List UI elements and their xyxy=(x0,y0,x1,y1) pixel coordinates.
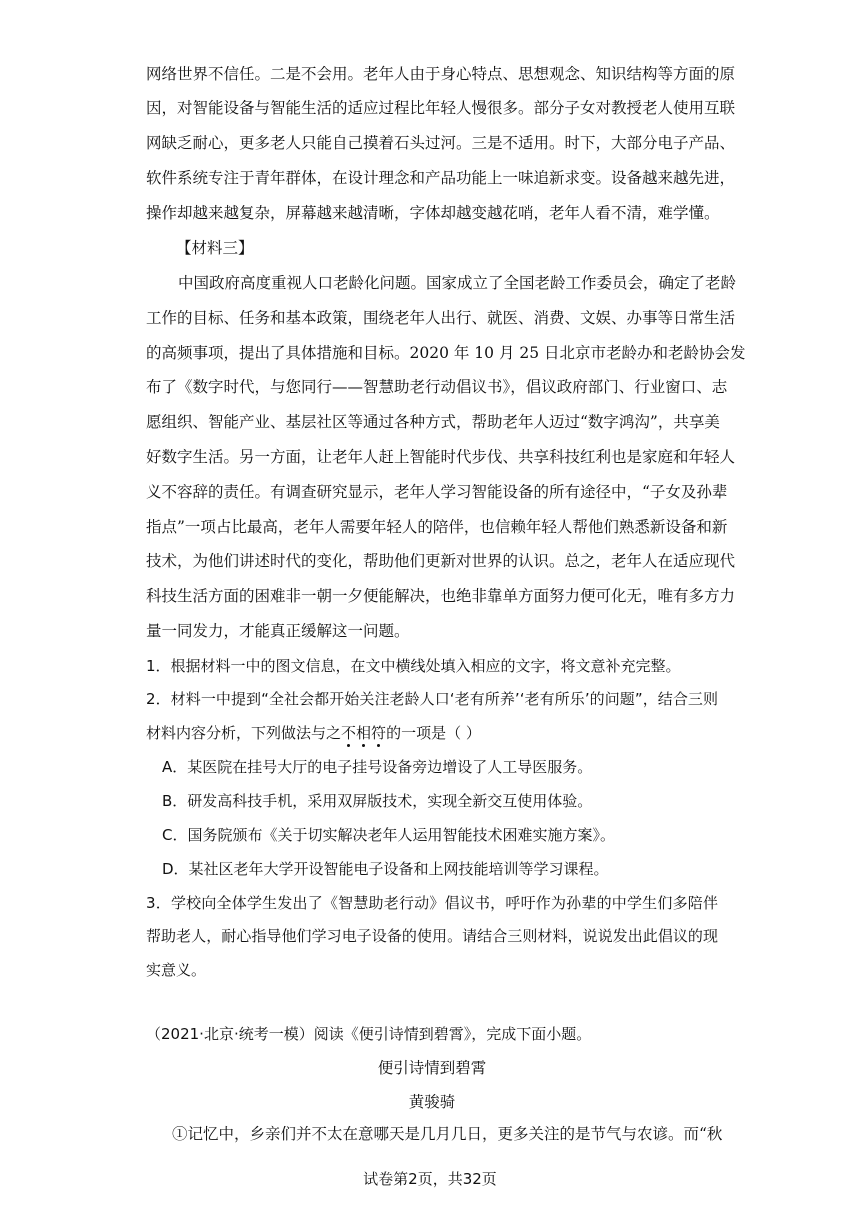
passage-title: 便引诗情到碧霄 xyxy=(377,1059,487,1077)
question-1: 1．根据材料一中的图文信息，在文中横线处填入相应的文字，将文意补充完整。 xyxy=(146,657,681,675)
paragraph-line: 网缺乏耐心，更多老人只能自己摸着石头过河。三是不适用。时下，大部分电子产品、 xyxy=(146,134,736,152)
option-d[interactable]: D．某社区老年大学开设智能电子设备和上网技能培训等学习课程。 xyxy=(162,860,609,878)
paragraph-line: 义不容辞的责任。有调查研究显示，老年人学习智能设备的所有途径中，“子女及孙辈 xyxy=(146,483,728,501)
paragraph-line: 的高频事项，提出了具体措施和目标。2020 年 10 月 25 日北京市老龄办和老龄协会发 xyxy=(146,344,746,362)
section-intro: （2021·北京·统考一模）阅读《便引诗情到碧霄》，完成下面小题。 xyxy=(146,1025,592,1043)
paragraph-line: 工作的目标、任务和基本政策，围绕老年人出行、就医、消费、文娱、办事等日常生活 xyxy=(146,309,736,327)
paragraph-line: 布了《数字时代，与您同行——智慧助老行动倡议书》，倡议政府部门、行业窗口、志 xyxy=(146,378,728,396)
paragraph-line: 中国政府高度重视人口老龄化问题。国家成立了全国老龄工作委员会，确定了老龄 xyxy=(178,274,737,292)
question-3-line: 帮助老人，耐心指导他们学习电子设备的使用。请结合三则材料，说说发出此倡议的现 xyxy=(146,927,718,945)
question-3-line: 实意义。 xyxy=(146,961,207,979)
emphasis-char: 符 xyxy=(371,724,387,742)
paragraph-line: 软件系统专注于青年群体，在设计理念和产品功能上一味追新求变。设备越来越先进， xyxy=(146,169,736,187)
paragraph-line: 因，对智能设备与智能生活的适应过程比年轻人慢很多。部分子女对教授老人使用互联 xyxy=(146,99,736,117)
option-a[interactable]: A．某医院在挂号大厅的电子挂号设备旁边增设了人工导医服务。 xyxy=(162,758,593,776)
option-c[interactable]: C．国务院颁布《关于切实解决老年人运用智能技术困难实施方案》。 xyxy=(162,826,615,844)
paragraph-line: 科技生活方面的困难非一朝一夕便能解决，也绝非靠单方面努力便可化无，唯有多方力 xyxy=(146,587,736,605)
material-3-heading: 【材料三】 xyxy=(176,239,254,257)
question-2-line-1: 2．材料一中提到“全社会都开始关注老龄人口‘老有所养’‘老有所乐’的问题”，结合三则 xyxy=(146,690,718,708)
paragraph-line: 愿组织、智能产业、基层社区等通过各种方式，帮助老年人迈过“数字鸿沟”，共享美 xyxy=(146,413,720,431)
paragraph-line: 好数字生活。另一方面，让老年人赶上智能时代步伐、共享科技红利也是家庭和年轻人 xyxy=(146,448,736,466)
paragraph-line: 指点”一项占比最高，老年人需要年轻人的陪伴，也信赖年轻人帮他们熟悉新设备和新 xyxy=(146,518,728,536)
paragraph-line: 技术，为他们讲述时代的变化，帮助他们更新对世界的认识。总之，老年人在适应现代 xyxy=(146,552,736,570)
passage-author: 黄骏骑 xyxy=(408,1093,456,1111)
passage-first-line: ①记忆中，乡亲们并不太在意哪天是几月几日，更多关注的是节气与农谚。而“秋 xyxy=(172,1125,723,1143)
paragraph-line: 操作却越来越复杂，屏幕越来越清晰，字体却越变越花哨，老年人看不清，难学懂。 xyxy=(146,204,720,222)
question-2-text-pre: 材料内容分析，下列做法与之 xyxy=(146,724,342,742)
emphasis-char: 不 xyxy=(341,724,357,742)
question-2-text-post: 的一项是（ ） xyxy=(386,724,481,742)
paragraph-line: 量一同发力，才能真正缓解这一问题。 xyxy=(146,622,410,640)
option-b[interactable]: B．研发高科技手机，采用双屏版技术，实现全新交互使用体验。 xyxy=(162,792,593,810)
question-3-line: 3．学校向全体学生发出了《智慧助老行动》倡议书，呼吁作为孙辈的中学生们多陪伴 xyxy=(146,894,718,912)
emphasis-char: 相 xyxy=(356,724,372,742)
question-2-line-2 xyxy=(146,723,718,743)
paragraph-line: 网络世界不信任。二是不会用。老年人由于身心特点、思想观念、知识结构等方面的原 xyxy=(146,65,736,83)
page-footer: 试卷第2页，共32页 xyxy=(363,1170,497,1188)
